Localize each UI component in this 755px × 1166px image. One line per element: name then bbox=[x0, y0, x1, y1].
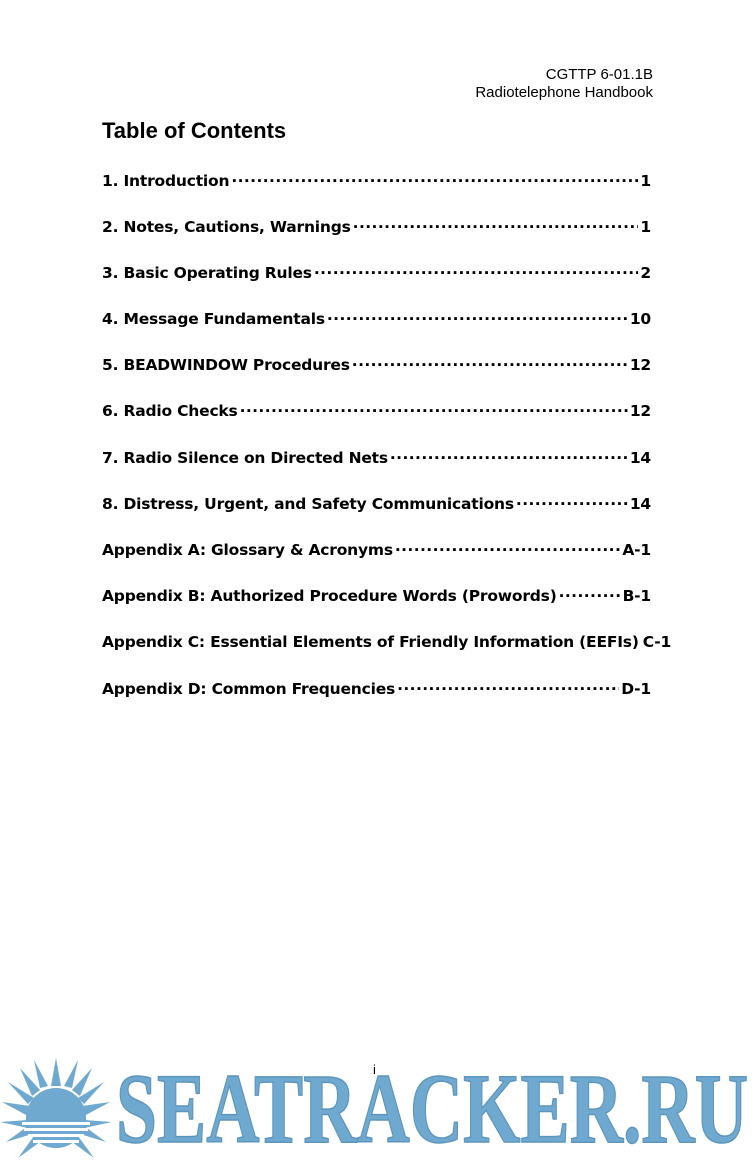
document-title: Radiotelephone Handbook bbox=[475, 84, 653, 101]
running-header bbox=[475, 66, 653, 102]
toc-entry-beadwindow-procedures[interactable] bbox=[102, 355, 651, 401]
toc-leader-dots bbox=[516, 493, 628, 509]
toc-leader-dots bbox=[390, 447, 628, 463]
toc-entry-label: 4. Message Fundamentals bbox=[102, 310, 325, 329]
toc-entry-page: 2 bbox=[640, 263, 651, 282]
toc-entry-notes-cautions-warnings[interactable] bbox=[102, 216, 651, 262]
toc-list bbox=[102, 170, 672, 724]
toc-entry-page: B-1 bbox=[622, 587, 651, 606]
toc-entry-page: C-1 bbox=[642, 633, 672, 652]
toc-entry-page: 12 bbox=[629, 402, 651, 421]
toc-entry-label: 2. Notes, Cautions, Warnings bbox=[102, 217, 351, 236]
toc-leader-dots bbox=[314, 262, 639, 278]
toc-entry-page: 1 bbox=[640, 217, 651, 236]
toc-title: Table of Contents bbox=[102, 118, 287, 143]
toc-entry-label: 6. Radio Checks bbox=[102, 402, 238, 421]
sun-over-sea-icon bbox=[0, 1056, 112, 1162]
toc-entry-appendix-d[interactable] bbox=[102, 678, 651, 724]
toc-entry-label: 1. Introduction bbox=[102, 171, 230, 190]
toc-leader-dots bbox=[327, 309, 628, 325]
toc-entry-page: D-1 bbox=[621, 679, 651, 698]
toc-leader-dots bbox=[395, 540, 621, 556]
toc-entry-appendix-b[interactable] bbox=[102, 586, 651, 632]
toc-entry-basic-operating-rules[interactable] bbox=[102, 262, 651, 308]
toc-leader-dots bbox=[352, 355, 628, 371]
toc-entry-introduction[interactable] bbox=[102, 170, 651, 216]
toc-entry-radio-silence[interactable] bbox=[102, 447, 651, 493]
page-number: i bbox=[373, 1062, 376, 1077]
toc-leader-dots bbox=[231, 170, 638, 186]
watermark-text bbox=[116, 1056, 752, 1156]
toc-entry-label: 5. BEADWINDOW Procedures bbox=[102, 356, 350, 375]
toc-entry-label: 7. Radio Silence on Directed Nets bbox=[102, 448, 388, 467]
toc-entry-page: 12 bbox=[629, 356, 651, 375]
toc-entry-page: 14 bbox=[629, 448, 651, 467]
toc-entry-label: Appendix A: Glossary & Acronyms bbox=[102, 541, 393, 559]
toc-entry-page: 14 bbox=[629, 494, 651, 513]
toc-entry-distress-communications[interactable] bbox=[102, 493, 651, 539]
toc-entry-appendix-a[interactable] bbox=[102, 540, 651, 586]
toc-entry-page: A-1 bbox=[622, 541, 651, 559]
toc-entry-message-fundamentals[interactable] bbox=[102, 309, 651, 355]
toc-entry-page: 1 bbox=[640, 171, 651, 190]
watermark bbox=[0, 1050, 755, 1166]
toc-leader-dots bbox=[240, 401, 628, 417]
toc-entry-label: Appendix D: Common Frequencies bbox=[102, 679, 396, 698]
toc-entry-radio-checks[interactable] bbox=[102, 401, 651, 447]
toc-entry-page: 10 bbox=[629, 310, 651, 329]
toc-entry-label: 3. Basic Operating Rules bbox=[102, 263, 312, 282]
toc-entry-label: Appendix B: Authorized Procedure Words (Prowords) bbox=[102, 587, 557, 606]
toc-leader-dots bbox=[397, 678, 619, 694]
watermark-label: SEATRACKER.RU bbox=[116, 1056, 748, 1156]
toc-leader-dots bbox=[559, 586, 621, 602]
toc-entry-label: 8. Distress, Urgent, and Safety Communications bbox=[102, 494, 514, 513]
toc-entry-appendix-c[interactable] bbox=[102, 632, 672, 678]
document-code: CGTTP 6-01.1B bbox=[545, 66, 653, 83]
toc-leader-dots bbox=[353, 216, 639, 232]
toc-entry-label: Appendix C: Essential Elements of Friendly Information (EEFIs) bbox=[102, 633, 639, 652]
